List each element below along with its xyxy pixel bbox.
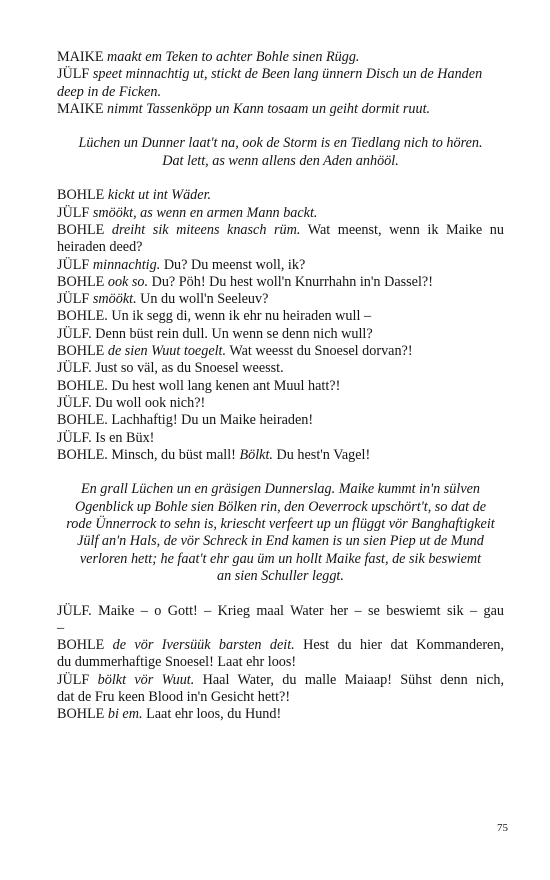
line-text: BOHLE. Du hest woll lang kenen ant Muul hatt?!: [57, 377, 341, 394]
line-text: heiraden deed?: [57, 239, 143, 256]
line-text: Laat ehr loos, du Hund!: [142, 706, 282, 723]
stage-direction-2: [57, 481, 504, 585]
line-text: dat de Fru keen Blood in'n Gesicht hett?!: [57, 688, 291, 705]
stage-direction-line: rode Ünnerrock to sehn is, kriescht verfeert up un flüggt vör Banghaftigkeit: [66, 516, 495, 533]
stage-direction-inline: de sien Wuut toegelt.: [107, 343, 227, 360]
dialogue-line: [57, 274, 504, 291]
dialogue-line: [57, 291, 504, 308]
line-text: JÜLF. Maike – o Gott! – Krieg maal Water her – se beswiemt sik – gau: [57, 602, 504, 619]
line-text: Haal Water, du malle Maiaap! Sühst denn nich,: [194, 671, 505, 688]
dialogue-line: [57, 654, 504, 671]
block-gap: [57, 118, 504, 135]
line-text: Un du woll'n Seeleuv?: [136, 291, 269, 308]
stage-direction-line: verloren hett; he faat't ehr gau üm un hollt Maike fast, de sik beswiemt: [79, 550, 482, 567]
stage-direction-inline: speet minnachtig ut, stickt de Been lang ünnern Disch un de Handen: [92, 66, 483, 83]
stage-direction-inline: smöökt.: [92, 291, 137, 308]
line-text: BOHLE. Minsch, du büst mall!: [57, 446, 240, 463]
stage-direction-line: Dat lett, as wenn allens den Aden anhööl.: [162, 152, 399, 169]
dialogue-line: [57, 66, 504, 83]
dialogue-line: [57, 343, 504, 360]
dialogue-line: [57, 637, 504, 654]
stage-direction-line: Ogenblick up Bohle sien Bölken rin, den Oeverrock upschört't, so dat de: [74, 498, 487, 515]
dialogue-line: [57, 378, 504, 395]
line-text: MAIKE: [57, 49, 108, 65]
block-gap: [57, 585, 504, 602]
line-text: Hest du hier dat Kommanderen,: [294, 637, 504, 654]
dialogue-line: [57, 205, 504, 222]
line-text: BOHLE: [57, 706, 108, 723]
dialogue-line: [57, 412, 504, 429]
line-text: BOHLE: [57, 221, 112, 238]
stage-direction-inline: Bölkt.: [239, 446, 273, 463]
line-text: BOHLE. Lachhaftig! Du un Maike heiraden!: [57, 412, 314, 429]
stage-direction-inline: kickt ut int Wäder.: [107, 187, 212, 204]
stage-direction-line: an sien Schuller leggt.: [217, 567, 344, 584]
line-text: BOHLE: [57, 273, 108, 290]
dialogue-line: [57, 360, 504, 377]
line-text: du dummerhaftige Snoesel! Laat ehr loos!: [57, 654, 297, 671]
dialogue-line: [57, 620, 504, 637]
line-text: JÜLF: [57, 256, 93, 273]
stage-direction-inline: maakt em Teken to achter Bohle sinen Rügg.: [107, 49, 360, 65]
line-text: MAIKE: [57, 100, 108, 117]
line-text: JÜLF. Just so väl, as du Snoesel weesst.: [57, 360, 284, 377]
line-text: BOHLE: [57, 637, 113, 654]
dialogue-line: [57, 101, 504, 118]
dialogue-line: [57, 430, 504, 447]
stage-direction-inline: bölkt vör Wuut.: [97, 671, 195, 688]
line-text: –: [57, 619, 65, 636]
block-gap: [57, 464, 504, 481]
dialogue-block-1: [57, 49, 504, 118]
line-text: Wat meenst, wenn ik Maike nu: [300, 221, 504, 238]
stage-direction-inline: smöökt, as wenn en armen Mann backt.: [92, 204, 318, 221]
stage-direction-inline: minnachtig.: [92, 256, 161, 273]
dialogue-line: [57, 222, 504, 239]
line-text: JÜLF: [57, 291, 93, 308]
stage-direction-line: Lüchen un Dunner laat't na, ook de Storm is en Tiedlang nich to hören.: [78, 135, 483, 152]
stage-direction-inline: deep in de Ficken.: [57, 83, 161, 100]
dialogue-line: [57, 689, 504, 706]
line-text: Du hest'n Vagel!: [272, 446, 371, 463]
dialogue-line: [57, 308, 504, 325]
dialogue-line: [57, 395, 504, 412]
dialogue-block-2: [57, 187, 504, 464]
line-text: JÜLF: [57, 66, 93, 83]
dialogue-line: [57, 326, 504, 343]
line-text: BOHLE: [57, 187, 108, 204]
stage-direction-inline: ook so.: [107, 273, 149, 290]
dialogue-line: [57, 672, 504, 689]
page-number: 75: [497, 822, 508, 834]
stage-direction-1: [57, 135, 504, 170]
block-gap: [57, 170, 504, 187]
stage-direction-inline: de vör Iversüük barsten deit.: [112, 637, 295, 654]
dialogue-line: [57, 257, 504, 274]
stage-direction-line: En grall Lüchen un en gräsigen Dunnerslag. Maike kummt in'n sülven: [80, 481, 481, 498]
dialogue-block-3: [57, 603, 504, 724]
dialogue-line: [57, 706, 504, 723]
line-text: BOHLE: [57, 343, 108, 360]
stage-direction-inline: dreiht sik miteens knasch rüm.: [111, 221, 301, 238]
line-text: JÜLF: [57, 671, 98, 688]
line-text: Du? Du meenst woll, ik?: [160, 256, 306, 273]
dialogue-line: [57, 239, 504, 256]
stage-direction-line: Jülf an'n Hals, de vör Schreck in End kamen is un sien Piep ut de Mund: [77, 533, 484, 550]
stage-direction-inline: nimmt Tassenköpp un Kann tosaam un geiht dormit ruut.: [107, 100, 431, 117]
line-text: Wat weesst du Snoesel dorvan?!: [226, 343, 413, 360]
line-text: JÜLF. Denn büst rein dull. Un wenn se denn nich wull?: [57, 325, 373, 342]
dialogue-line: [57, 84, 504, 101]
line-text: JÜLF. Is en Büx!: [57, 429, 155, 446]
dialogue-line: [57, 49, 504, 66]
dialogue-line: [57, 187, 504, 204]
dialogue-line: [57, 447, 504, 464]
dialogue-text: [57, 49, 504, 724]
stage-direction-inline: bi em.: [107, 706, 143, 723]
dialogue-line: [57, 603, 504, 620]
line-text: BOHLE. Un ik segg di, wenn ik ehr nu heiraden wull –: [57, 308, 372, 325]
line-text: JÜLF: [57, 204, 93, 221]
line-text: JÜLF. Du woll ook nich?!: [57, 394, 206, 411]
line-text: Du? Pöh! Du hest woll'n Knurrhahn in'n Dassel?!: [148, 273, 433, 290]
